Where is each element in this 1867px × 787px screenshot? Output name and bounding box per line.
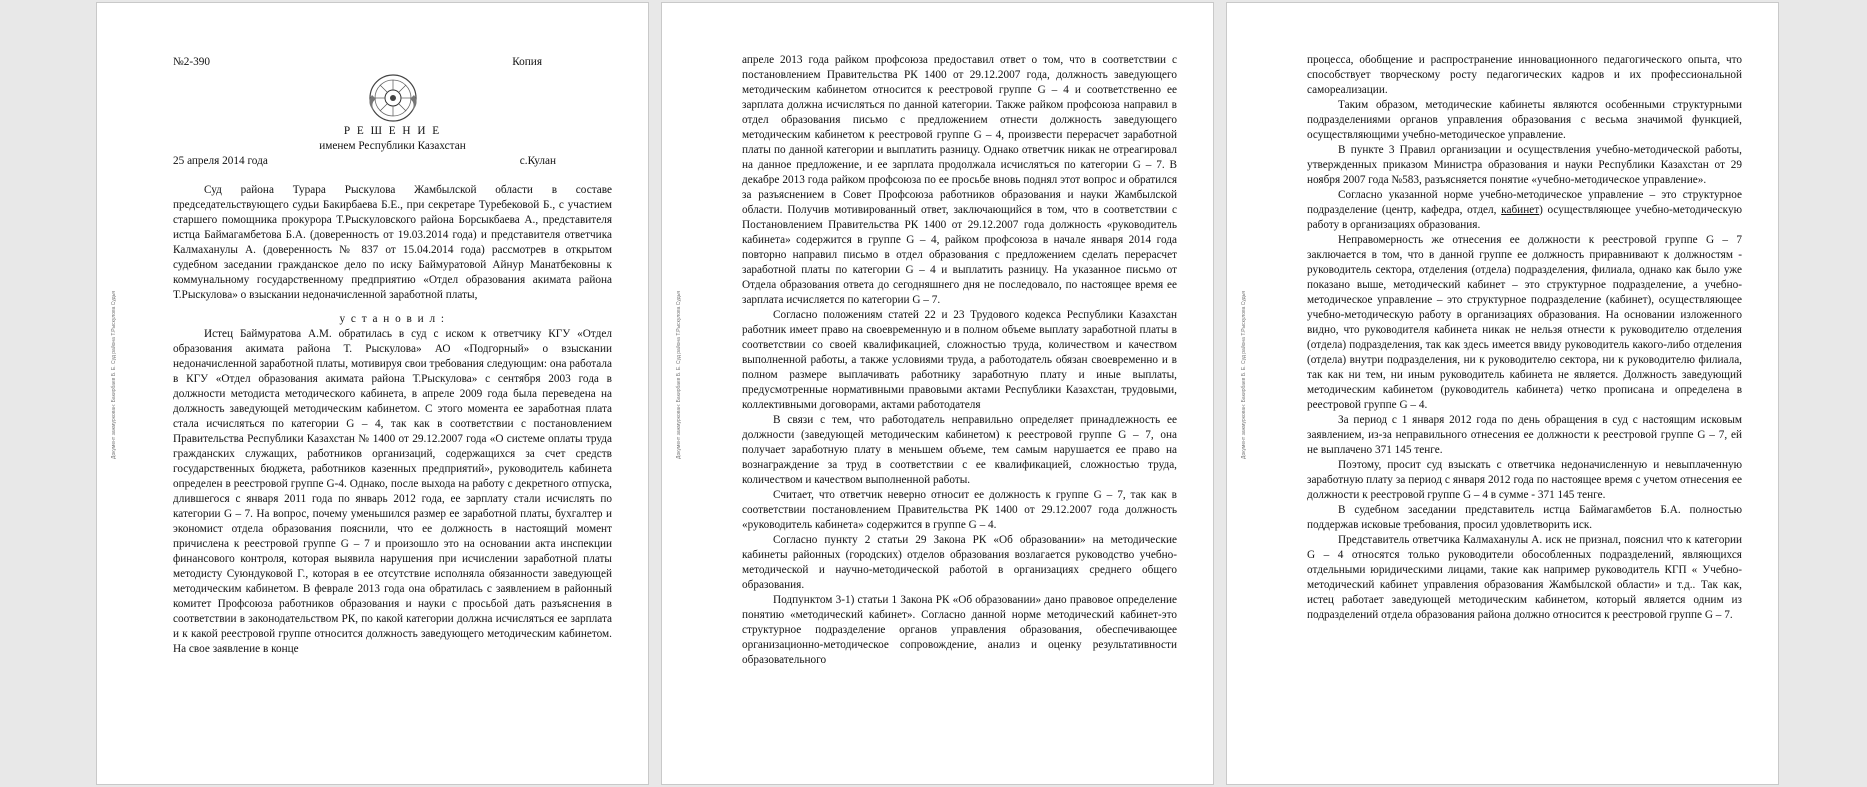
paragraph: В связи с тем, что работодатель неправильно определяет принадлежность ее должности (заведующей методическим кабинетом) к реестровой группе G – 7, она получает заработную плату в меньшем объеме, тем самым нарушается ее право на вознаграждение за труд в соответствии с ее квалификацией, сложностью труда, количеством и качеством выполненной работы. (742, 414, 1177, 486)
paragraph: За период с 1 января 2012 года по день обращения в суд с настоящим исковым заявлением, из-за неправильного отнесения ее должности к реестровой группе G – 7, ей не выплачено 371 145 тенге. (1307, 414, 1742, 456)
state-emblem-icon (173, 73, 612, 123)
document-subtitle: именем Республики Казахстан (319, 140, 466, 152)
page-1-body (173, 55, 612, 657)
paragraph: В судебном заседании представитель истца Баймагамбетов Б.А. полностью поддержав исковые требования, просил удовлетворить иск. (1307, 504, 1742, 531)
side-watermark: Документ зажмуркован: Бакирбаев Б. Е. Суд района Т.Рыскулова Судья (676, 291, 682, 459)
side-watermark: Документ зажмуркован: Бакирбаев Б. Е. Суд района Т.Рыскулова Судья (1241, 291, 1247, 459)
document-page-1 (96, 2, 649, 785)
copy-label: Копия (512, 56, 542, 68)
paragraph: Таким образом, методические кабинеты являются особенными структурными подразделениями органов управления образования с весьма значимой функцией, осуществляющими учебно-методическое управление. (1307, 99, 1742, 141)
date-row (173, 154, 612, 169)
paragraph: Поэтому, просит суд взыскать с ответчика недоначисленную и невыплаченную заработную плату за период с января 2012 года по настоящее время с учетом отнесения ее должности к реестровой группе G – 4 в сумме - 371 145 тенге. (1307, 459, 1742, 501)
paragraph-text: Согласно указанной норме учебно-методическое управление – это структурное подразделение (центр, кафедра, отдел, (1307, 189, 1742, 216)
ustanovil-heading: у с т а н о в и л : (339, 313, 446, 325)
document-page-3 (1226, 2, 1779, 785)
paragraph: В пункте 3 Правил организации и осуществления учебно-методической работы, утвержденных приказом Министра образования и науки Республики Казахстан от 29 ноября 2007 года №583, разъясняется понятие «учебно-методическое управление». (1307, 144, 1742, 186)
document-date: 25 апреля 2014 года (173, 155, 268, 167)
paragraph: Считает, что ответчик неверно относит ее должность к группе G – 7, так как в соответствии постановлением Правительства РК 1400 от 29.12.2007 года должность «руководитель кабинета» содержится в группе G – 4. (742, 489, 1177, 531)
paragraph: апреле 2013 года райком профсоюза предоставил ответ о том, что в соответствии с постановлением Правительства РК 1400 от 29.12.2007 года, должность заведующего методическим кабинетом относится к реестровой группе G – 4 и соответственно ее зарплата должна исчисляться по данной категории. Также райком профсоюза направил в отдел образования письмо с предложением отнести должность заведующего методическим кабинетом к реестровой группе G – 4, произвести перерасчет заработной платы по данной категории и выплатить разницу. Однако ответчик никак не отреагировал на данное предложение, и ее зарплата продолжала исчисляться по категории G – 7. В декабре 2013 года райком профсоюза по ее просьбе вновь поднял этот вопрос и обратился за разъяснением в Совет Профсоюза работников образования и науки Жамбылской области. Получив мотивированный ответ, заключающийся в том, что в соответствии с Постановлением Правительства РК 1400 от 29.12.2007 года должность «руководитель кабинета» содержится в группе G – 4, райком профсоюза в начале января 2014 года повторно направил письмо в отдел образования с предложением сделать перерасчет заработной платы по категории G – 4 и выплатить разницу. На указанное письмо от Отдела образования ответа до сегодняшнего дня не последовало, по настоящее время ее зарплата исчисляется по категории G – 7. (742, 54, 1177, 306)
paragraph: процесса, обобщение и распространение инновационного педагогического опыта, что способствует творческому росту педагогических кадров и их профессиональной самореализации. (1307, 54, 1742, 96)
page-3-body (1307, 53, 1742, 623)
paragraph: Согласно положениям статей 22 и 23 Трудового кодекса Республики Казахстан работник имеет право на своевременную и в полном объеме выплату заработной платы в соответствии со своей квалификацией, сложностью труда, количеством и качеством выполненной работы, а также условиями труда, а работодатель обязан своевременно и в полном размере выплачивать работнику заработную плату и иные выплаты, предусмотренные нормативными правовыми актами Республики Казахстан, трудовыми, коллективными договорами, актами работодателя (742, 309, 1177, 411)
paragraph: Представитель ответчика Калмаханулы А. иск не признал, пояснил что к категории G – 4 относятся только руководители обособленных подразделений, являющихся отдельными юридическими лицами, такие как например руководитель КГП « Учебно-методический кабинет управления образования Жамбылской области» и т.д.. Так как, истец работает заведующей методическим кабинетом, который является одним из подразделений отдела образования района должно относится к реестровой группе G – 7. (1307, 534, 1742, 621)
paragraph: Истец Баймуратова А.М. обратилась в суд с иском к ответчику КГУ «Отдел образования акимата района Т. Рыскулова» АО «Подгорный» о взыскании недоначисленной заработной платы, мотивируя свои требования следующим: она работала в КГУ «Отдел образования акимата района Т.Рыскулова» с сентября 2003 года в должности методиста методического кабинета, в апреле 2009 года была переведена на должность заведующей методическим кабинетом. С этого момента ее заработная плата стала исчисляться по категории G – 4, так как в соответствии с постановлением Правительства Республики Казахстан № 1400 от 29.12.2007 года «О системе оплаты труда гражданских служащих, работников организаций, содержащихся за счет средств государственных бюджета, работников казенных предприятий», руководитель кабинета определен в реестровой группе G-4. Однако, после выхода на работу с декретного отпуска, длившегося с января 2011 года по январь 2012 года, ее зарплату стали исчислять по категории G – 7. На вопрос, почему уменьшился размер ее заработной платы, бухгалтер и экономист отдела образования пояснили, что ее должность в настоящий момент причислена к реестровой группе G – 7 и произошло это на основании акта инспекции финансового контроля, которая выявила нарушения при исчислении заработной платы методисту Суюндуковой Г., которая в ее отсутствие исполняла обязанности заведующей методическим кабинетом. В феврале 2013 года она обратилась с заявлением в районный комитет Профсоюза работников образования и науки с просьбой дать разъяснения в соответствии в законодательством РК, по какой категории должна исчисляться ее зарплата и к какой реестровой группе относится должность заведующего методическим кабинетом. На свое заявление в конце (173, 328, 612, 655)
side-watermark: Документ зажмуркован: Бакирбаев Б. Е. Суд района Т.Рыскулова Судья (111, 291, 117, 459)
paragraph: Неправомерность же отнесения ее должности к реестровой группе G – 7 заключается в том, что в данной группе ее должность приравнивают к должностям - руководитель сектора, отделения (отдела) подразделения, филиала, однако как было уже показано выше, методический кабинет – это структурное подразделение, а учебно-методическое управление – это структурное подразделение (кабинет), осуществляющее учебно-методическую работу в организациях образования. На основании изложенного видно, что руководителя кабинета никак не нельзя отнести к руководителю отделения (отдела) подразделения, так как здесь имеется ввиду руководитель какого-либо отделения (отдела) внутри подразделения, ни к руководителю сектора, ни к руководителю филиала, так как ни тем, ни иным руководитель кабинета не является. Должность заведующий методическим кабинетом (руководитель кабинета) четко прописана и определена в реестровой группе G – 4. (1307, 234, 1742, 411)
page-2-body (742, 53, 1177, 668)
document-title: Р Е Ш Е Н И Е (343, 125, 442, 137)
document-city: с.Кулан (519, 155, 556, 167)
case-number: №2-390 (173, 56, 210, 68)
document-page-2 (661, 2, 1214, 785)
paragraph (1307, 188, 1742, 233)
underlined-word: кабинет (1501, 204, 1540, 216)
paragraph: Согласно пункту 2 статьи 29 Закона РК «Об образовании» на методические кабинеты районных (городских) отделов образования возлагается руководство учебно-методической и научно-методической работой в организациях среднего общего образования. (742, 534, 1177, 591)
header-row (173, 55, 612, 71)
paragraph: Подпунктом 3-1) статьи 1 Закона РК «Об образовании» дано правовое определение понятию «методический кабинет». Согласно данной норме методический кабинет-это структурное подразделение органов управления образования, обеспечивающее организационно-методическое сопровождение, анализ и оценку результативности образовательного (742, 594, 1177, 666)
intro-paragraph: Суд района Турара Рыскулова Жамбылской области в составе председательствующего судьи Бакирбаева Б.Е., при секретаре Туребековой Б., с участием старшего помощника прокурора Т.Рыскуловского района Борсыкбаева А., представителя истца Баймагамбетова Б.А. (доверенность от 19.03.2014 года) и представителя ответчика Калмаханулы А. (доверенность № 837 от 15.04.2014 года) рассмотрев в открытом судебном заседании гражданское дело по иску Баймуратовой Айнур Манатбековны к коммунальному государственному предприятию «Отдел образования акимата района Т.Рыскулова» о взыскании недоначисленной заработной платы, (173, 184, 612, 301)
paragraph-text: ) осуществляющее учебно-методическую работу в организациях образования. (1307, 204, 1742, 231)
